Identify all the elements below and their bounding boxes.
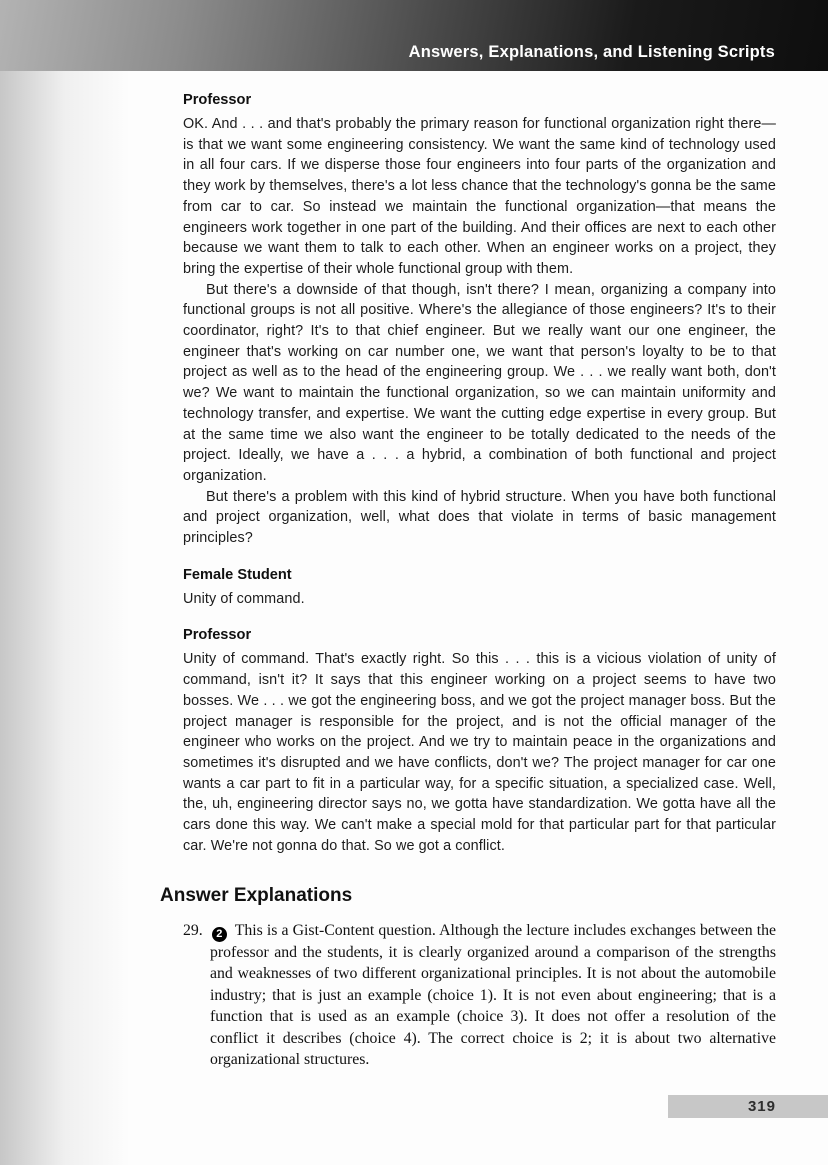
speech-block-professor-1 [160, 92, 776, 549]
speaker-label: Female Student [183, 566, 292, 583]
page-number: 319 [747, 1098, 776, 1115]
answer-explanations-heading: Answer Explanations [160, 884, 353, 906]
header-title: Answers, Explanations, and Listening Scripts [408, 43, 775, 61]
speech-block-female-student [160, 567, 776, 610]
answer-number: 29. [183, 921, 203, 939]
page-content [160, 92, 776, 1071]
speech-paragraph: But there's a downside of that though, isn't there? I mean, organizing a company into functional groups is not all positive. Where's the allegiance of those engineers? It's to their coordinator, right? It's to that chief engineer. But we really want our one engineer, the engineer that's working on car number one, we want that person's loyalty to be to that project as well as to the head of the engineering group. We . . . we really want both, don't we? We want to maintain the functional organization, so we can maintain uniformity and technology transfer, and expertise. We want the cutting edge expertise in every group. But at the same time we also want the engineer to be totally dedicated to the needs of the project. Ideally, we have a . . . a hybrid, a combination of both functional and project organization. [183, 281, 776, 484]
page-edge-shading [0, 0, 130, 1165]
footer-bar [668, 1095, 828, 1118]
speaker-label: Professor [183, 627, 252, 644]
speech-block-professor-2 [160, 627, 776, 856]
speech-paragraph: But there's a problem with this kind of hybrid structure. When you have both functional and project organization, well, what does that violate in terms of basic management principles? [183, 488, 776, 547]
answer-text: This is a Gist-Content question. Although the lecture includes exchanges between the professor and the students, it is clearly organized around a comparison of the strengths and weaknesses of two different organizational principles. It is not about the automobile industry; that is just an example (choice 1). It is not even about engineering; that is a function that is used as an example (choice 3). It does not offer a resolution of the conflict it describes (choice 4). The correct choice is 2; it is about two alternative organizational structures. [210, 921, 776, 1069]
header-bar [0, 0, 828, 71]
speech-paragraph: Unity of command. [183, 590, 305, 607]
speaker-label: Professor [183, 92, 252, 108]
speech-paragraph: OK. And . . . and that's probably the primary reason for functional organization right there—is that we want some engineering consistency. We want the same kind of technology used in all four cars. If we disperse those four engineers into four parts of the organization and they work by themselves, there's a lot less chance that the technology's gonna be the same from car to car. So instead we maintain the functional organization—that means the engineers work together in one part of the building. And their offices are next to each other because we want them to talk to each other. When an engineer works on a project, they bring the expertise of their whole functional group with them. [183, 116, 776, 277]
answer-item-29 [183, 920, 776, 1072]
answer-choice-badge: 2 [212, 927, 227, 942]
speech-paragraph: Unity of command. That's exactly right. So this . . . this is a vicious violation of unity of command, isn't it? It says that this engineer working on a project seems to have two bosses. We . . . we got the engineering boss, and we got the project manager boss. But the project manager is responsible for the project, and is not the official manager of the engineer who works on the project. And we try to maintain peace in the organizations and sometimes it's disrupted and we have conflicts, don't we? The project manager for car one wants a car part to fit in a particular way, for a specific situation, a specialized case. Well, the, uh, engineering director says no, we gotta have standardization. We gotta have all the cars done this way. We can't make a special mold for that particular part for that particular car. We're not gonna do that. So we got a conflict. [183, 651, 776, 854]
